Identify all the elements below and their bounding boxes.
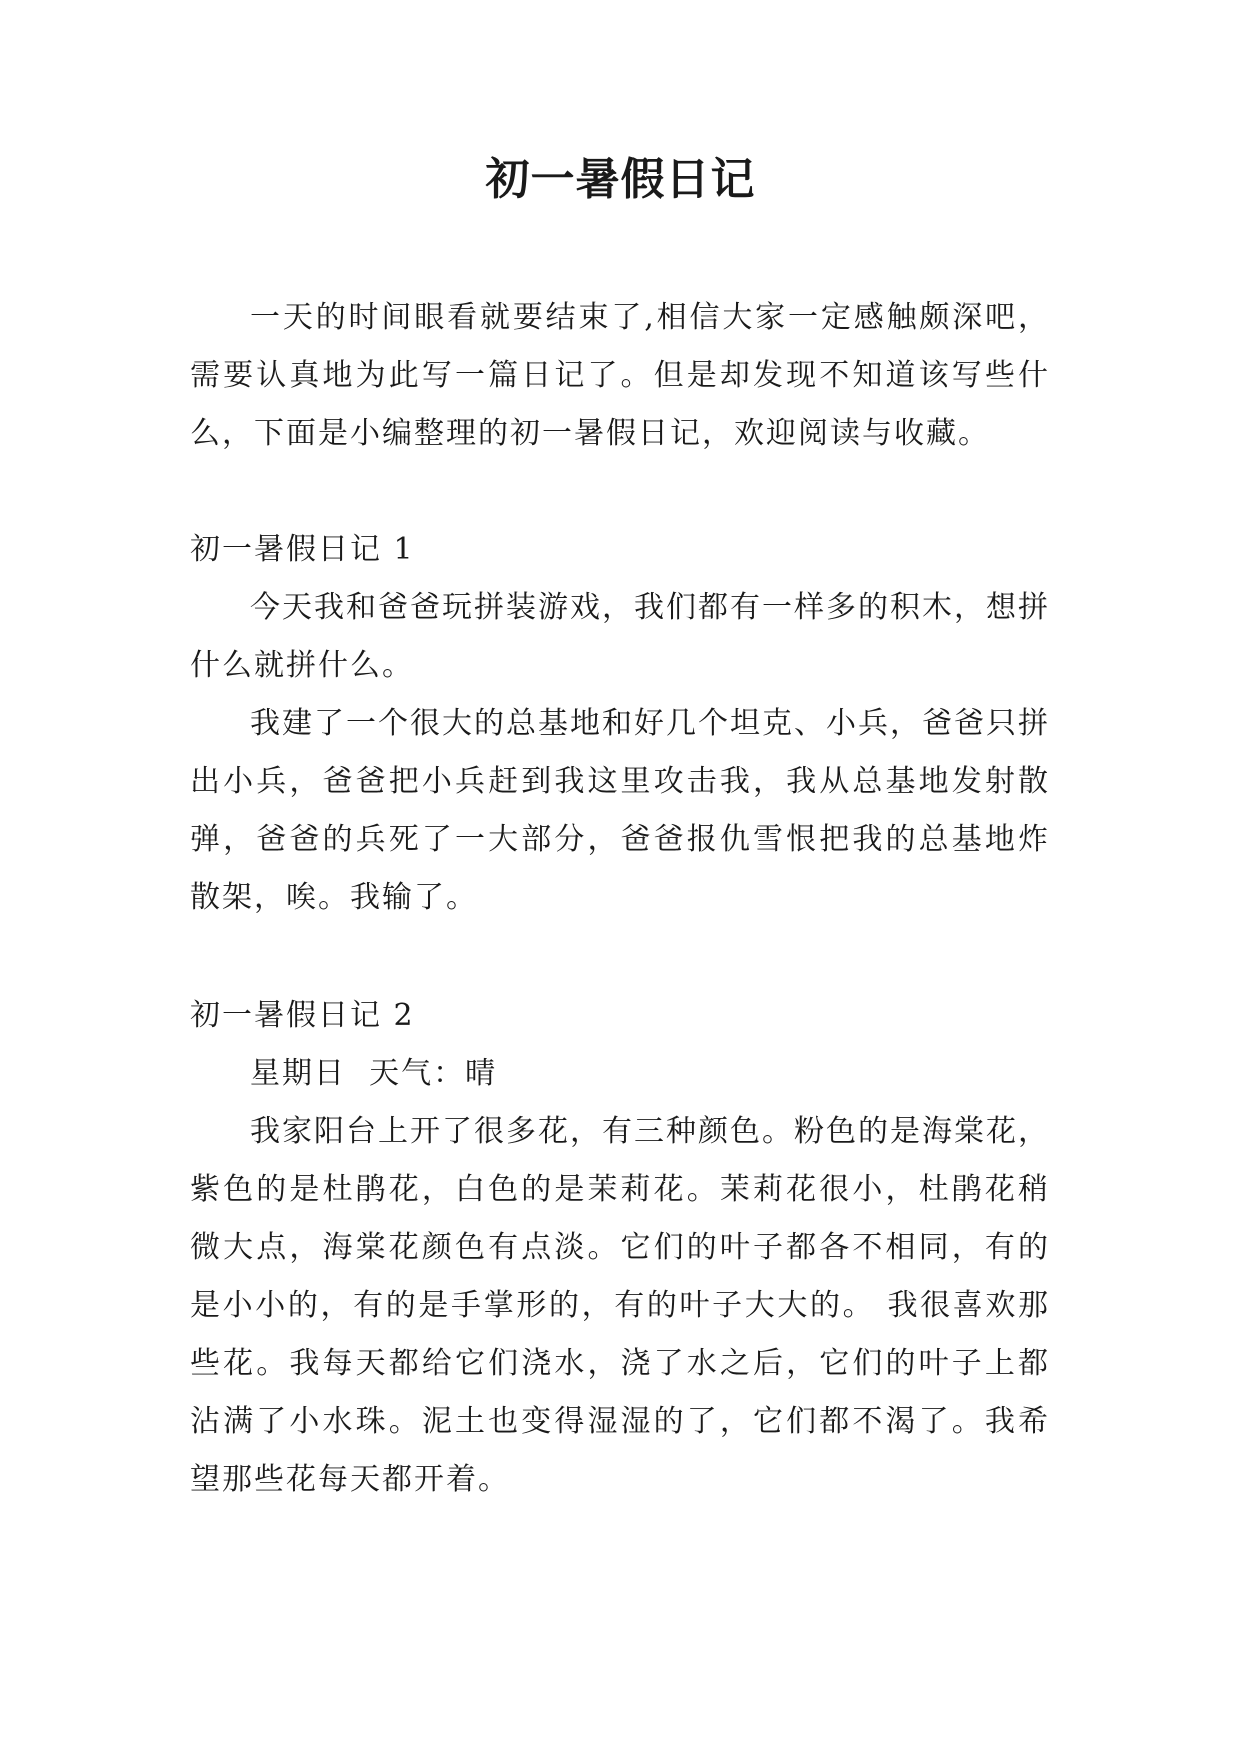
intro-paragraph: 一天的时间眼看就要结束了,相信大家一定感触颇深吧，需要认真地为此写一篇日记了。但是却发现不知道该写些什么，下面是小编整理的初一暑假日记，欢迎阅读与收藏。 [190, 300, 1050, 451]
intro-block [190, 289, 1050, 463]
diary-entry-heading: 初一暑假日记 1 [190, 532, 415, 567]
diary-paragraph: 我建了一个很大的总基地和好几个坦克、小兵，爸爸只拼出小兵，爸爸把小兵赶到我这里攻击我，我从总基地发射散弹，爸爸的兵死了一大部分，爸爸报仇雪恨把我的总基地炸散架，唉。我输了。 [190, 706, 1050, 915]
diary-date-weather: 星期日 天气：晴 [250, 1056, 498, 1091]
diary-paragraph: 今天我和爸爸玩拼装游戏，我们都有一样多的积木，想拼什么就拼什么。 [190, 590, 1050, 683]
diary-paragraph: 我家阳台上开了很多花，有三种颜色。粉色的是海棠花，紫色的是杜鹃花，白色的是茉莉花。茉莉花很小，杜鹃花稍微大点，海棠花颜色有点淡。它们的叶子都各不相同，有的是小小的，有的是手掌形的，有的叶子大大的。 我很喜欢那些花。我每天都给它们浇水，浇了水之后，它们的叶子上都沾满了小水珠。泥土也变得湿湿的了，它们都不渴了。我希望那些花每天都开着。 [190, 1114, 1050, 1497]
diary-entry-2 [190, 987, 1050, 1509]
diary-entry-heading: 初一暑假日记 2 [190, 998, 415, 1033]
diary-entry-1 [190, 521, 1050, 927]
document-title: 初一暑假日记 [485, 154, 756, 205]
